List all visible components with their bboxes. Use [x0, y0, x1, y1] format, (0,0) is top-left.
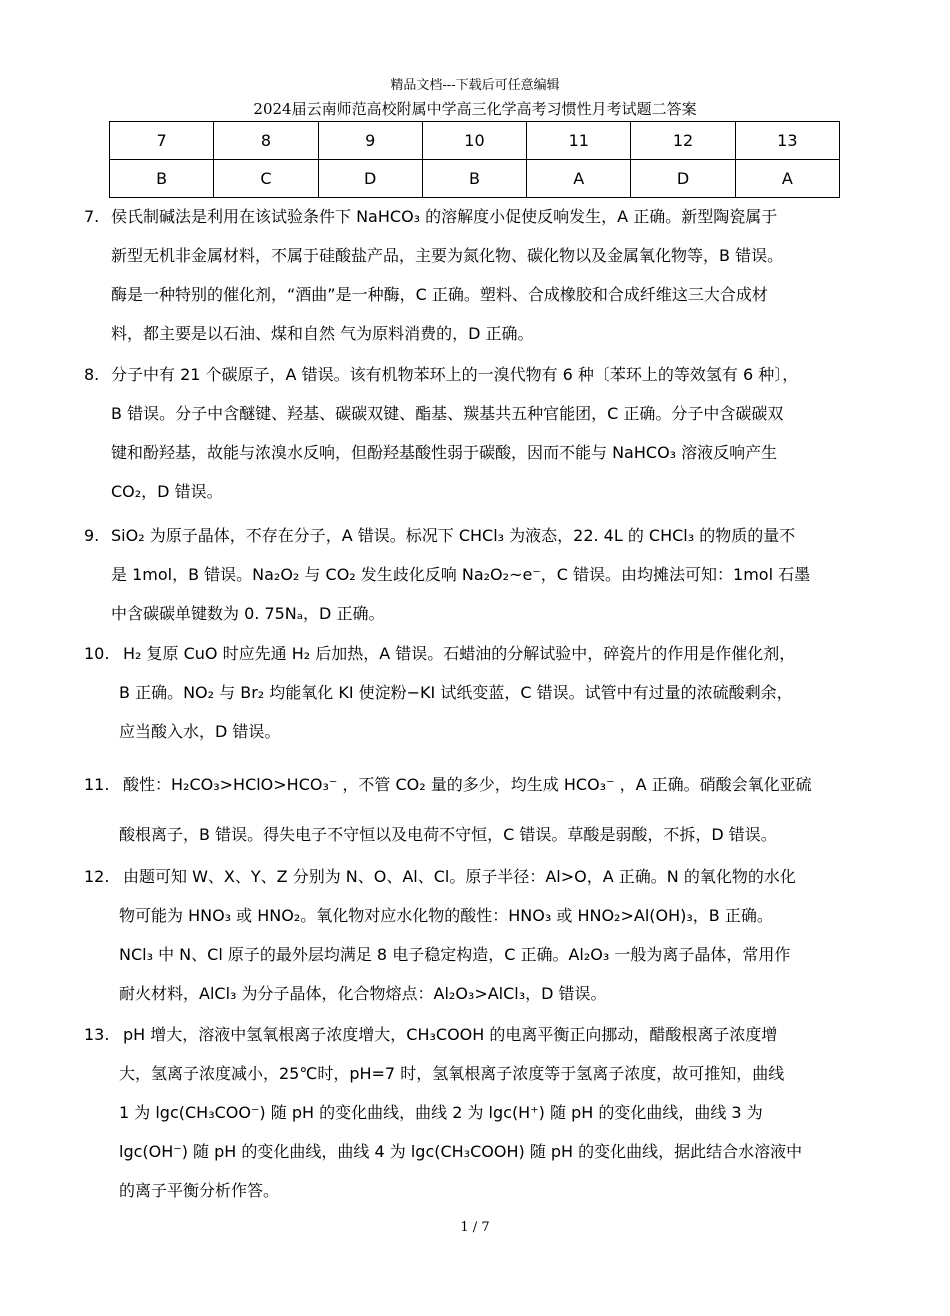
document-title: 2024届云南师范高校附属中学高三化学高考习惯性月考试题二答案: [253, 100, 697, 118]
explanation-line: 中含碳碳单键数为 0. 75Nₐ，D 正确。: [111, 604, 385, 623]
question-number-cell: 8: [214, 122, 318, 160]
question-number-cell: 13: [735, 122, 839, 160]
answer-table: [109, 121, 840, 198]
explanation-line: lgc(OH⁻) 随 pH 的变化曲线，曲线 4 为 lgc(CH₃COOH) 随 pH 的变化曲线，据此结合水溶液中: [119, 1142, 803, 1161]
table-row-questions: [110, 122, 840, 160]
explanation-item-10: [84, 634, 884, 751]
explanation-line: 的离子平衡分析作答。: [119, 1181, 280, 1200]
explanation-line: 大，氢离子浓度减小，25℃时，pH=7 时，氢氧根离子浓度等于氢离子浓度，故可推知，曲线: [119, 1064, 785, 1083]
explanation-line: SiO₂ 为原子晶体，不存在分子，A 错误。标况下 CHCl₃ 为液态，22. 4L 的 CHCl₃ 的物质的量不: [111, 526, 796, 545]
explanation-item-12: [84, 857, 884, 1013]
explanation-line: 由题可知 W、X、Y、Z 分别为 N、O、Al、Cl。原子半径：Al>O，A 正确。N 的氧化物的水化: [123, 867, 796, 886]
explanation-item-7: [84, 197, 884, 353]
item-number: 11.: [84, 775, 110, 794]
answer-cell: A: [735, 160, 839, 198]
question-number-cell: 7: [110, 122, 214, 160]
explanation-item-13: [84, 1015, 884, 1210]
document-header-note: 精品文档---下载后可任意编辑: [390, 78, 560, 93]
table-row-answers: [110, 160, 840, 198]
explanation-line: 料，都主要是以石油、煤和自然 气为原料消费的，D 正确。: [111, 324, 534, 343]
explanation-line: 是 1mol，B 错误。Na₂O₂ 与 CO₂ 发生歧化反响 Na₂O₂~e⁻，C 错误。由均摊法可知：1mol 石墨: [111, 565, 811, 584]
explanation-line: 酸性：H₂CO₃>HClO>HCO₃⁻ ，不管 CO₂ 量的多少，均生成 HCO₃⁻ ，A 正确。硝酸会氧化亚硫: [123, 775, 812, 794]
explanation-line: 应当酸入水，D 错误。: [119, 722, 281, 741]
explanation-line: 分子中有 21 个碳原子，A 错误。该有机物苯环上的一溴代物有 6 种〔苯环上的等效氢有 6 种〕，: [111, 365, 799, 384]
explanation-line: 侯氏制碱法是利用在该试验条件下 NaHCO₃ 的溶解度小促使反响发生，A 正确。新型陶瓷属于: [111, 207, 778, 226]
explanation-line: 酶是一种特别的催化剂，“酒曲”是一种酶，C 正确。塑料、合成橡胶和合成纤维这三大合成材: [111, 285, 768, 304]
question-number-cell: 10: [422, 122, 526, 160]
item-number: 8.: [84, 365, 100, 384]
answer-cell: D: [318, 160, 422, 198]
question-number-cell: 11: [527, 122, 631, 160]
item-number: 7.: [84, 207, 100, 226]
explanation-line: 1 为 lgc(CH₃COO⁻) 随 pH 的变化曲线，曲线 2 为 lgc(H⁺) 随 pH 的变化曲线，曲线 3 为: [119, 1103, 763, 1122]
explanation-line: 酸根离子，B 错误。得失电子不守恒以及电荷不守恒，C 错误。草酸是弱酸，不拆，D 错误。: [119, 825, 777, 844]
explanation-line: NCl₃ 中 N、Cl 原子的最外层均满足 8 电子稳定构造，C 正确。Al₂O₃ 一般为离子晶体，常用作: [119, 945, 791, 964]
answer-cell: D: [631, 160, 735, 198]
question-number-cell: 12: [631, 122, 735, 160]
explanation-line: 物可能为 HNO₃ 或 HNO₂。氧化物对应水化物的酸性：HNO₃ 或 HNO₂>Al(OH)₃，B 正确。: [119, 906, 773, 925]
explanation-line: 键和酚羟基，故能与浓溴水反响，但酚羟基酸性弱于碳酸，因而不能与 NaHCO₃ 溶液反响产生: [111, 443, 778, 462]
answer-cell: B: [110, 160, 214, 198]
answer-cell: B: [422, 160, 526, 198]
explanation-item-11: [84, 760, 884, 860]
explanation-line: 新型无机非金属材料，不属于硅酸盐产品，主要为氮化物、碳化物以及金属氧化物等，B 错误。: [111, 246, 784, 265]
answer-cell: A: [527, 160, 631, 198]
answer-cell: C: [214, 160, 318, 198]
item-number: 12.: [84, 867, 110, 886]
explanation-item-9: [84, 516, 884, 633]
explanation-line: B 正确。NO₂ 与 Br₂ 均能氧化 KI 使淀粉−KI 试纸变蓝，C 错误。试管中有过量的浓硫酸剩余，: [119, 683, 793, 702]
item-number: 10.: [84, 644, 110, 663]
page-number: 1 / 7: [460, 1220, 490, 1235]
item-number: 9.: [84, 526, 100, 545]
explanation-line: 耐火材料，AlCl₃ 为分子晶体，化合物熔点：Al₂O₃>AlCl₃，D 错误。: [119, 984, 607, 1003]
explanation-item-8: [84, 355, 884, 511]
item-number: 13.: [84, 1025, 110, 1044]
explanation-line: H₂ 复原 CuO 时应先通 H₂ 后加热，A 错误。石蜡油的分解试验中，碎瓷片的作用是作催化剂，: [123, 644, 796, 663]
explanation-line: pH 增大，溶液中氢氧根离子浓度增大，CH₃COOH 的电离平衡正向挪动，醋酸根离子浓度增: [123, 1025, 778, 1044]
explanation-line: CO₂，D 错误。: [111, 482, 223, 501]
question-number-cell: 9: [318, 122, 422, 160]
explanation-line: B 错误。分子中含醚键、羟基、碳碳双键、酯基、羰基共五种官能团，C 正确。分子中含碳碳双: [111, 404, 784, 423]
